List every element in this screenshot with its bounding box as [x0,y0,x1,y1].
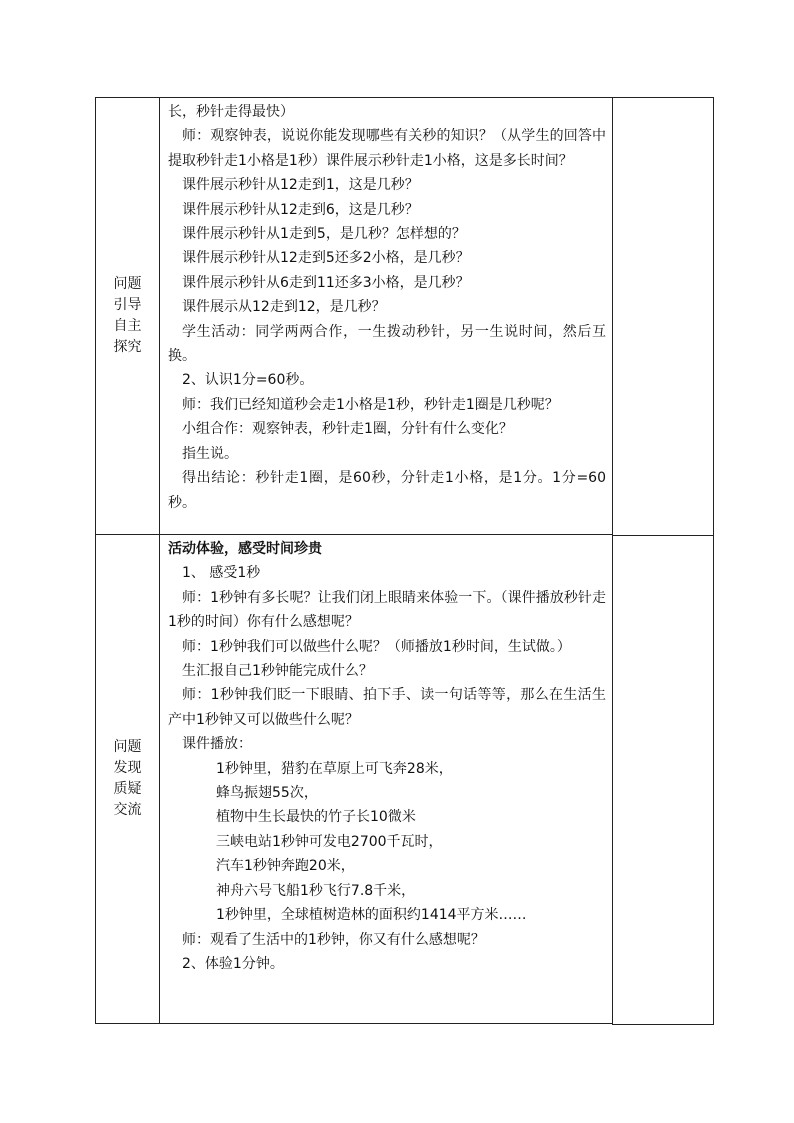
text-line: 长，秒针走得最快） [168,104,294,120]
text-line: 学生活动：同学两两合作，一生拨动秒针，另一生说时间，然后互换。 [168,323,606,365]
stage-label: 问题发现质疑交流 [113,739,142,818]
stage-label: 问题引导自主探究 [113,276,142,355]
notes-cell-2 [612,535,714,1025]
text-line: 2、体验1分钟。 [182,955,284,972]
list-item: 神舟六号飞船1秒飞行7.8千米， [216,882,416,899]
text-line: 1、 感受1秒 [182,565,261,582]
text-line: 师：观察钟表，说说你能发现哪些有关秒的知识？（从学生的回答中提取秒针走1小格是1秒）课件展示秒针走1小格，这是多长时间？ [168,128,606,169]
text-line: 课件展示秒针从12走到1，这是几秒？ [182,177,419,194]
stage-label-cell [96,98,160,535]
text-line: 课件展示秒针从6走到11还多3小格，是几秒？ [182,274,470,291]
text-line: 课件展示秒针从12走到5还多2小格，是几秒？ [182,250,470,267]
text-line: 课件播放： [182,736,252,753]
content-cell [160,98,613,535]
text-line: 小组合作：观察钟表，秒针走1圈，分针有什么变化？ [182,421,513,438]
text-line: 课件展示秒针从12走到6，这是几秒？ [182,201,419,218]
text-line: 师：1秒钟我们眨一下眼睛、拍下手、读一句话等等，那么在生活生产中1秒钟又可以做些什么呢？ [168,687,606,728]
text-line: 师：我们已经知道秒会走1小格是1秒，秒针走1圈是几秒呢？ [182,396,559,413]
text-line: 师：1秒钟我们可以做些什么呢？（师播放1秒时间，生试做。） [182,638,571,655]
table-row [96,535,613,1024]
stage-label-cell [96,535,160,1024]
content-block [160,535,612,976]
text-line: 得出结论：秒针走1圈，是60秒，分针走1小格，是1分。1分=60秒。 [168,470,606,511]
list-item: 蜂鸟振翅55次， [216,785,318,802]
lesson-plan-table [95,97,613,1024]
content-cell [160,535,613,1024]
content-block [160,98,612,515]
text-line: 2、认识1分=60秒。 [182,372,314,389]
table-row [96,98,613,535]
list-item: 植物中生长最快的竹子长10微米 [216,809,416,826]
list-item: 三峡电站1秒钟可发电2700千瓦时， [216,833,443,850]
text-line: 生汇报自己1秒钟能完成什么？ [182,663,373,680]
section-heading: 活动体验，感受时间珍贵 [168,541,322,557]
text-line: 课件展示秒针从1走到5，是几秒？怎样想的？ [182,226,466,243]
text-line: 师：1秒钟有多长呢？让我们闭上眼睛来体验一下。（课件播放秒针走1秒的时间）你有什么感想呢？ [168,589,606,631]
list-item: 汽车1秒钟奔跑20米， [216,858,355,875]
text-line: 指生说。 [182,445,238,462]
text-line: 师：观看了生活中的1秒钟，你又有什么感想呢？ [182,931,485,948]
list-item: 1秒钟里，全球植树造林的面积约1414平方米…… [216,907,527,924]
notes-cell-1 [612,97,714,536]
list-item: 1秒钟里，猎豹在草原上可飞奔28米， [216,760,453,777]
text-line: 课件展示从12走到12，是几秒？ [182,299,386,316]
